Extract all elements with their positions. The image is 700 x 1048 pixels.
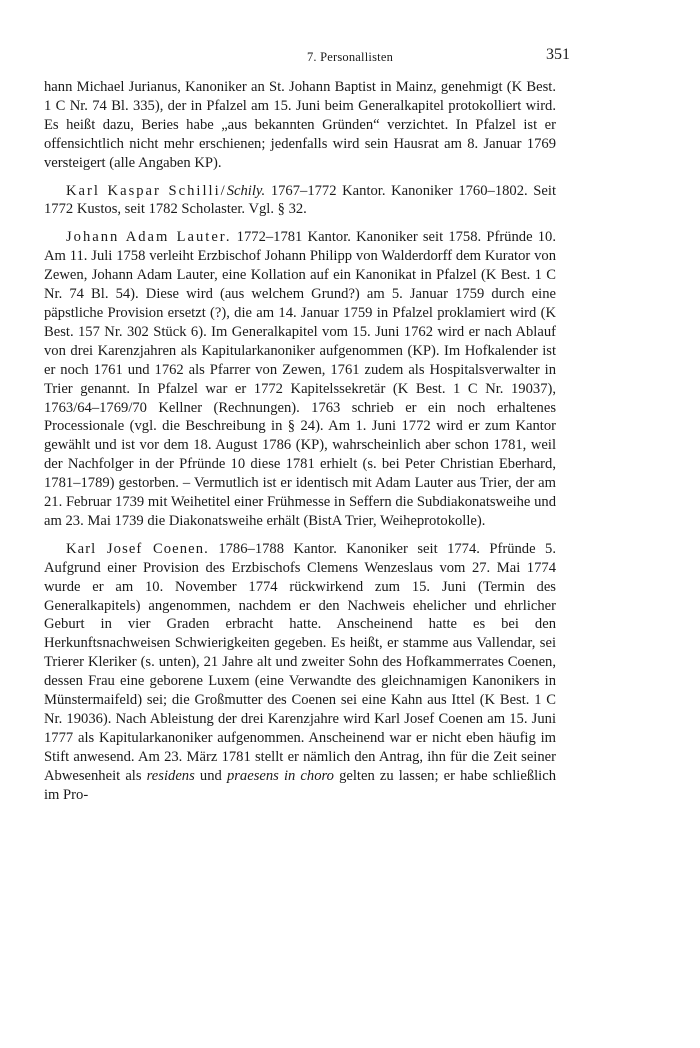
entry-name: Johann Adam Lauter. [66,229,232,246]
entry-coenen [44,540,556,805]
entry-name-variant: Schily. [226,182,266,199]
running-head: 7. Personallisten [306,50,394,64]
entry-text-tail: gelten zu lassen; er habe schließlich im Pro- [44,767,557,803]
entry-name: Karl Kaspar Schilli/ [66,182,227,199]
italic-term-praesens: praesens in choro [226,767,334,784]
entry-text: 1786–1788 Kantor. Kanoniker seit 1774. Pfründe 5. Aufgrund einer Provision des Erzbischofs Clemens Wenzeslaus vom 27. Mai 1774 wurde er am 10. November 1774 rückwirkend zum 15. Juni (Termin des Generalkapitels) angenommen, nachdem er den Nachweis ehelicher und ehrlicher Geburt in vier Graden erbracht hatte. Anscheinend hatte es bei den Herkunftsnachweisen Schwierigkeiten gegeben. Es heißt, er stamme aus Vallendar, sei Trierer Kleriker (s. unten), 21 Jahre alt und zweiter Sohn des Hofkammerrates Coenen, dessen Frau eine geborene Luxem (eine Verwandte des gleichnamigen Kanonikers in Münstermaifeld) sei; die Großmutter des Coenen sei eine Kahn aus Ittel (K Best. 1 C Nr. 19036). Nach Ableistung der drei Karenzjahre wird Karl Josef Coenen am 15. Juni 1777 als Kapitularkanoniker aufgenommen. Anscheinend war er nicht eben häufig im Stift anwesend. Am 23. März 1781 stellt er nämlich den Antrag, ihn für die Zeit seiner Abwesenheit als [44,540,556,784]
paragraph-continuation [44,78,556,173]
entry-schilli [44,182,556,220]
page-number: 351 [546,46,570,63]
italic-term-residens: residens [146,767,195,784]
page-header [0,46,700,70]
entry-text: 1772–1781 Kantor. Kanoniker seit 1758. Pfründe 10. Am 11. Juli 1758 verleiht Erzbischof Johann Philipp von Walderdorff dem Kurator von Zewen, Johann Adam Lauter, eine Kollation auf ein Kanonikat in Pfalzel (K Best. 1 C Nr. 74 Bl. 54). Diese wird (aus welchem Grund?) am 5. Januar 1759 durch eine päpstliche Provision ersetzt (?), die am 14. Januar 1759 in Pfalzel proklamiert wird (K Best. 157 Nr. 302 Stück 6). Im Generalkapitel vom 15. Juni 1762 wird er nach Ablauf von drei Karenzjahren als Kapitularkanoniker aufgenommen (KP). Im Hofkalender ist er noch 1761 und 1762 als Pfarrer von Zewen, 1761 zudem als Hospitalsverwalter in Trier genannt. In Pfalzel war er 1772 Kapitelssekretär (K Best. 1 C Nr. 19037), 1763/64–1769/70 Kellner (Rechnungen). 1763 schrieb er ein noch erhaltenes Processionale (vgl. die Beschreibung in § 24). Am 1. Juni 1772 wird er zum Kantor gewählt und ist vor dem 18. August 1786 (KP), wahrscheinlich aber schon 1781, weil der Nachfolger in der Pfründe 10 diese 1781 erhielt (s. bei Peter Christian Eberhard, 1781–1789) gestorben. – Vermutlich ist er identisch mit Adam Lauter aus Trier, der am 21. Februar 1739 mit Weihetitel einer Frühmesse in Seffern die Subdiakonatsweihe und am 23. Mai 1739 die Diakonatsweihe erhält (BistA Trier, Weiheprotokolle). [44,229,556,529]
entry-lauter [44,228,556,531]
entry-name: Karl Josef Coenen. [66,540,209,557]
entry-text-mid: und [194,767,227,784]
body-text [44,78,556,805]
paragraph-text: hann Michael Jurianus, Kanoniker an St. Johann Baptist in Mainz, genehmigt (K Best. 1 C Nr. 74 Bl. 335), der in Pfalzel am 15. Juni beim Generalkapitel protokolliert wird. Es heißt dazu, Beries habe „aus bekannten Gründen“ verzichtet. In Pfalzel ist er offensichtlich nicht mehr erschienen; jedenfalls wird sein Hausrat am 8. Januar 1769 versteigert (alle Angaben KP). [44,79,556,171]
entry-text: 1767–1772 Kantor. Kanoniker 1760–1802. Seit 1772 Kustos, seit 1782 Scholaster. Vgl. § 32. [44,182,556,218]
